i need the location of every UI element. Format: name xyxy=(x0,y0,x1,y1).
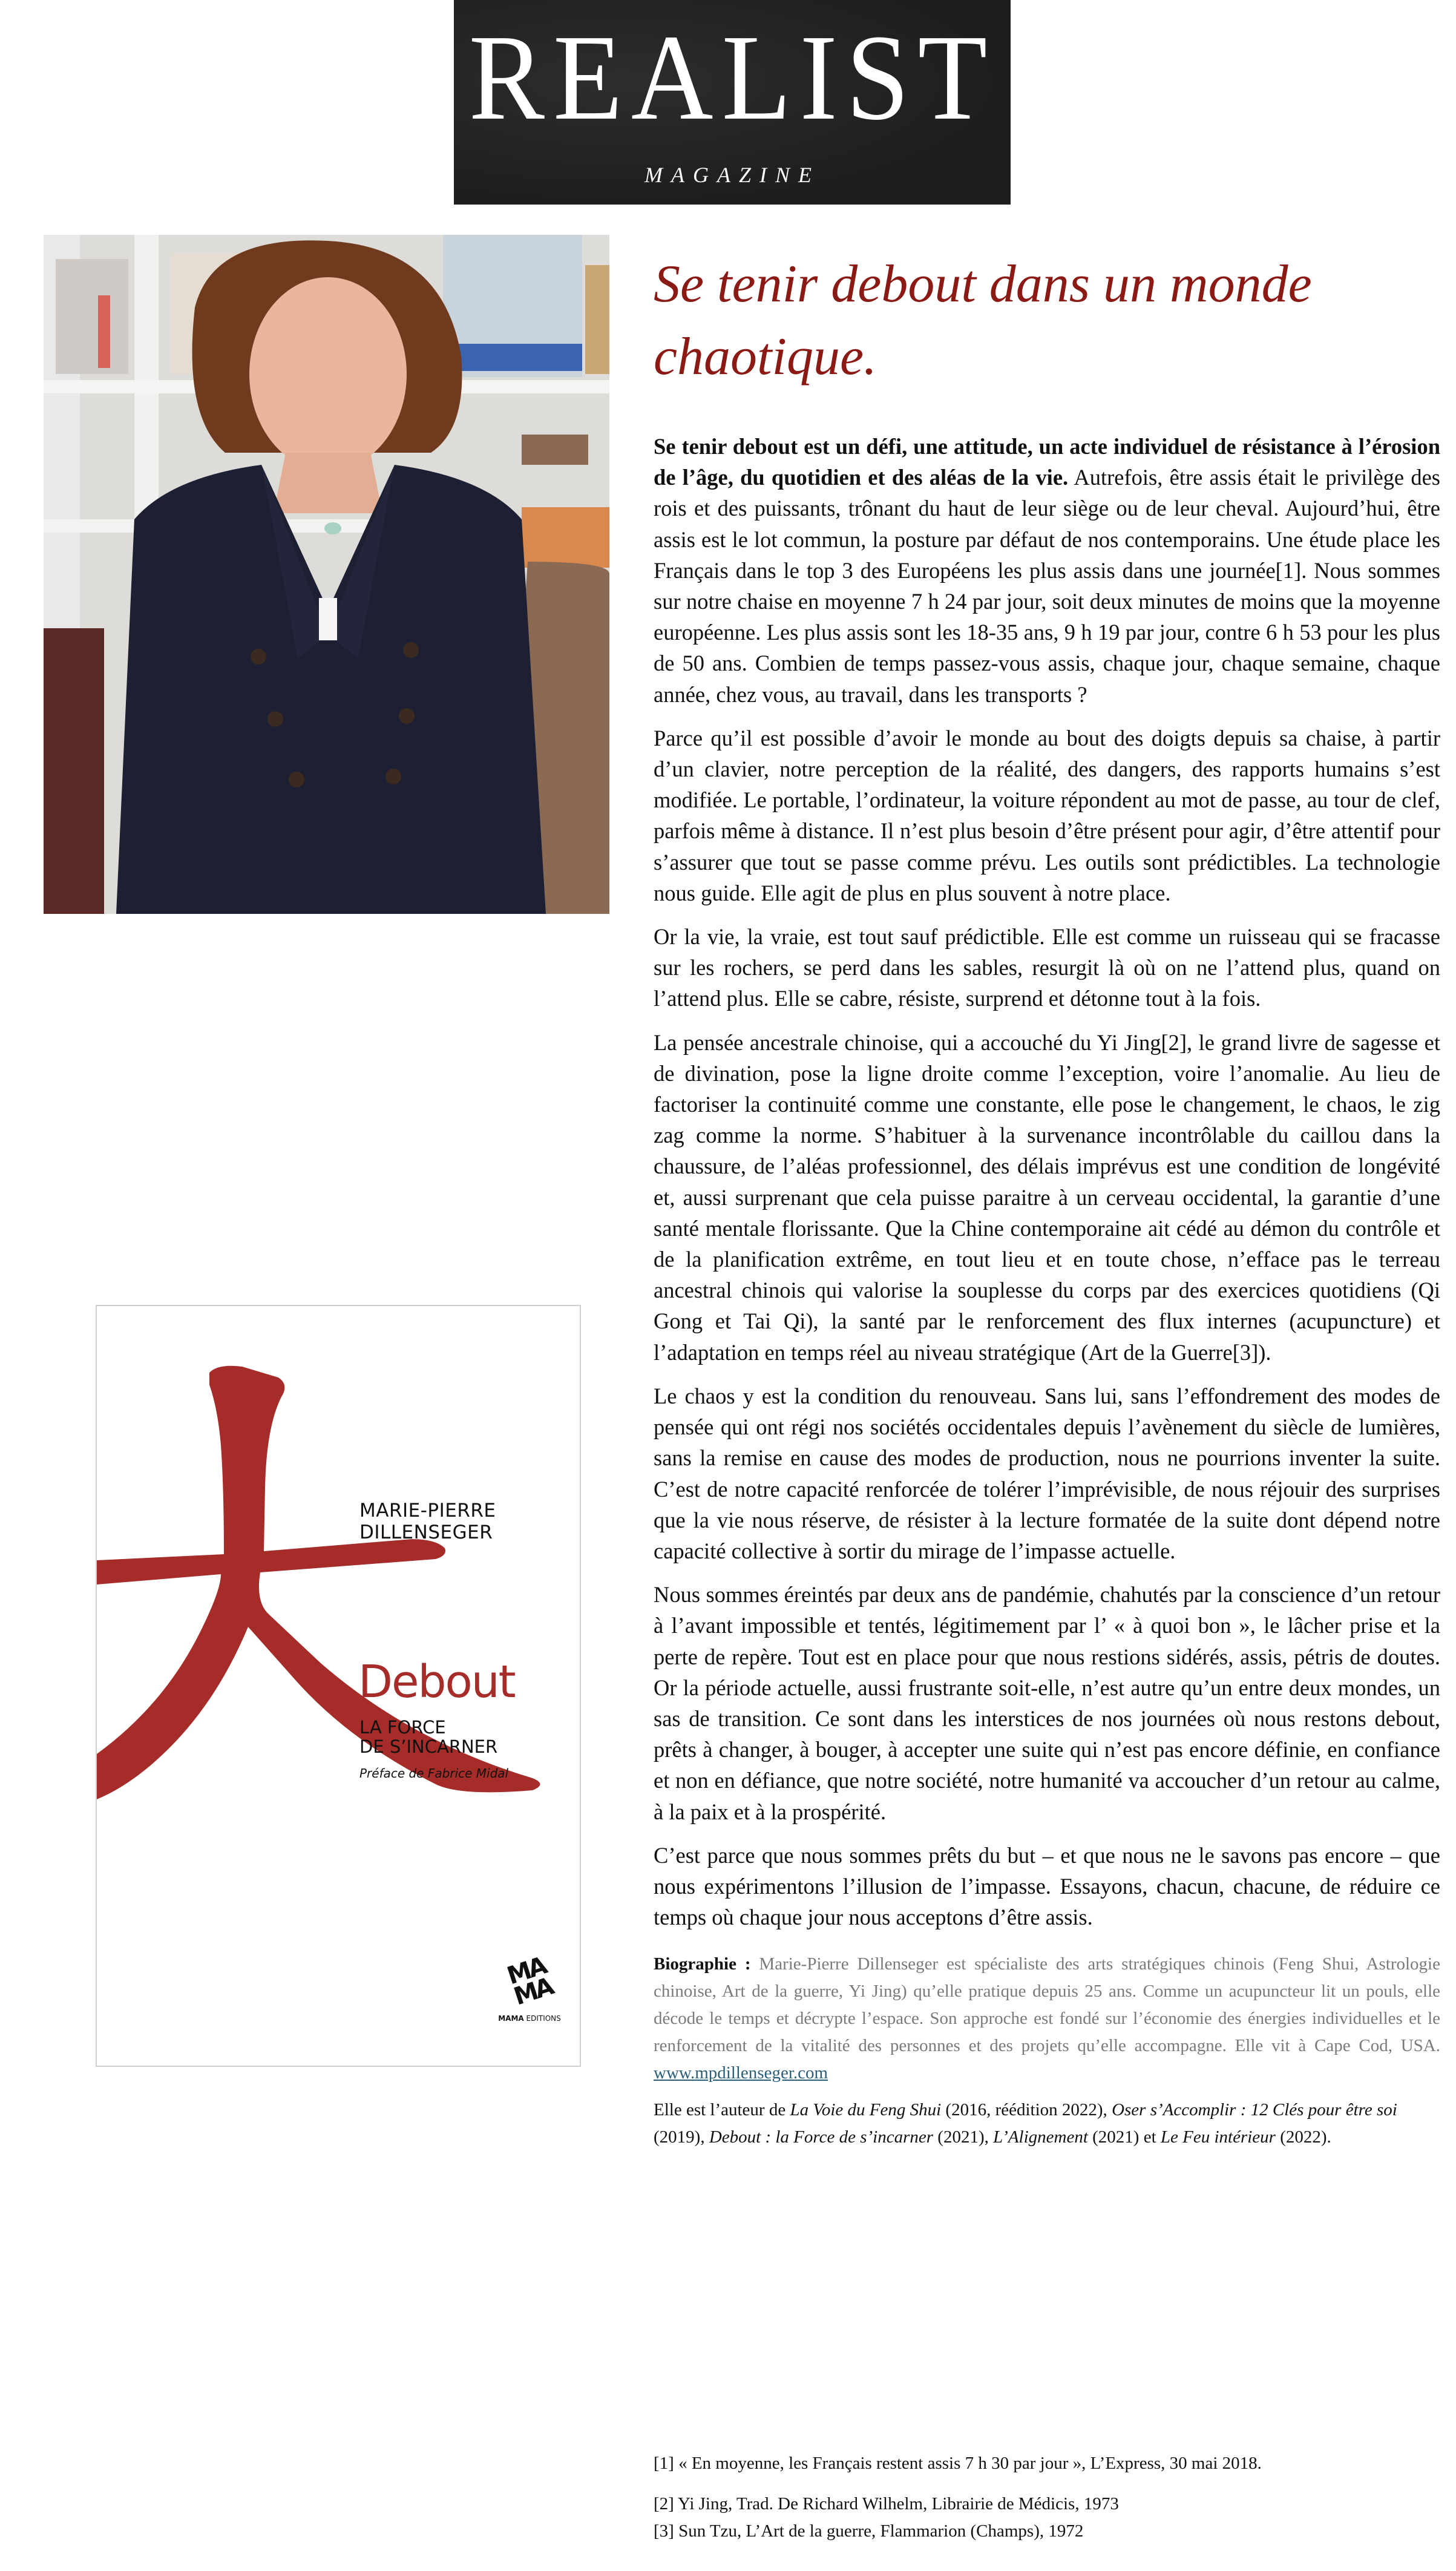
footnotes xyxy=(654,2450,1440,2545)
book-title-3: Debout : la Force de s’incarner xyxy=(709,2127,934,2147)
publisher-name xyxy=(490,2014,569,2023)
book-cover-debout[interactable] xyxy=(96,1305,581,2067)
footnote-3: [3] Sun Tzu, L’Art de la guerre, Flammarion (Champs), 1972 xyxy=(654,2521,1084,2541)
article-paragraph: Le chaos y est la condition du renouveau. Sans lui, sans l’effondrement des modes de pensée qui ont régi nos sociétés occidentales depuis l’avènement du siècle de lumières, sans la remise en cause des modes de production, nous ne pourrions inventer la suite. C’est de notre capacité renforcée de tolérer l’imprévisible, de nous réjouir des surprises que la vie nous réserve, de résister à la lecture formatée de la suite dont dépend notre capacité collective à sortir du mirage de l’impasse actuelle. xyxy=(654,1383,1440,1563)
footnote-1: [1] « En moyenne, les Français restent assis 7 h 30 par jour », L’Express, 30 mai 2018. xyxy=(654,2454,1262,2473)
author-bibliography xyxy=(654,2097,1440,2151)
book-title-2: Oser s’Accomplir : 12 Clés pour être soi xyxy=(1112,2100,1397,2120)
book-title-5: Le Feu intérieur xyxy=(1160,2127,1276,2147)
footnote-2: [2] Yi Jing, Trad. De Richard Wilhelm, Librairie de Médicis, 1973 xyxy=(654,2494,1119,2514)
publisher-name-bold: MAMA xyxy=(498,2014,524,2023)
article-paragraph: La pensée ancestrale chinoise, qui a accouché du Yi Jing[2], le grand livre de sagesse et de divination, pose la ligne droite comme l’exception, voire l’anomalie. Au lieu de factoriser la continuité comme une constante, elle pose le changement, le chaos, le zig zag comme la norme. S’habituer à la survenance incontrôlable du caillou dans la chaussure, de l’aléas professionnel, des délais imprévus est une condition de longévité et, aussi surprenant que cela puisse paraitre à un cerveau occidental, la garantie d’une santé mentale florissante. Que la Chine contemporaine ait cédé au démon du contrôle et de la planification extrême, en tout lieu et en toute chose, n’efface pas le terreau ancestral chinois qui valorise la souplesse du corps par des exercices quotidiens (Qi Gong et Tai Qi), la santé par le renforcement des flux internes (acupuncture) et l’adaptation en temps réel au niveau stratégique (Art de la Guerre[3]). xyxy=(654,1029,1440,1365)
bio-label: Biographie : xyxy=(654,1954,751,1974)
book-subtitle xyxy=(359,1718,497,1756)
article-paragraph: Parce qu’il est possible d’avoir le monde au bout des doigts depuis sa chaise, à partir d’un clavier, notre perception de la réalité, des dangers, des rapports humains s’est modifiée. Le portable, l’ordinateur, la voiture répondent au mot de passe, au tour de clef, parfois même à distance. Il n’est plus besoin d’être présent pour agir, d’être attentif pour s’assurer que tout se passe comme prévu. Les outils sont prédictibles. La technologie nous guide. Elle agit de plus en plus souvent à notre place. xyxy=(654,725,1440,905)
bib-text: (2019), xyxy=(654,2127,709,2147)
author-portrait xyxy=(44,235,609,914)
book-author xyxy=(359,1500,496,1543)
bib-text: (2016, réédition 2022), xyxy=(941,2100,1112,2120)
book-title-4: L’Alignement xyxy=(993,2127,1088,2147)
bib-text: Elle est l’auteur de xyxy=(654,2100,790,2120)
bib-text: (2021) et xyxy=(1087,2127,1161,2147)
article xyxy=(654,248,1440,2151)
publisher-name-rest: EDITIONS xyxy=(523,2014,561,2023)
article-paragraph: Or la vie, la vraie, est tout sauf prédictible. Elle est comme un ruisseau qui se fracasse sur les rochers, se perd dans les sables, resurgit là où on ne l’attend plus, quand on l’attend plus. Elle se cabre, résiste, surprend et détonne tout à la fois. xyxy=(654,924,1440,1011)
article-paragraph: C’est parce que nous sommes prêts du but – et que nous ne le savons pas encore – que nous expérimentons l’illusion de l’impasse. Essayons, chacun, chacune, de réduire ce temps où chaque jour nous acceptons d’être assis. xyxy=(654,1842,1440,1930)
author-biography xyxy=(654,1951,1440,2087)
book-subtitle-line1: LA FORCE xyxy=(359,1717,446,1738)
book-title: Debout xyxy=(358,1656,515,1708)
portrait-image xyxy=(44,235,609,914)
lead-sentence: Se tenir debout est un défi, une attitude, un acte individuel de résistance à l’érosion de l’âge, du quotidien et des aléas de la vie. xyxy=(654,434,1440,490)
publisher-logo xyxy=(490,1952,569,2023)
mama-logo-icon: MA MA xyxy=(503,1952,556,2011)
magazine-subtitle: MAGAZINE xyxy=(644,163,820,187)
article-paragraph xyxy=(654,431,1440,710)
bio-text: Marie-Pierre Dillenseger est spécialiste des arts stratégiques chinois (Feng Shui, Astrologie chinoise, Art de la guerre, Yi Jing) qu’elle pratique depuis 25 ans. Comme un acupuncteur lit un pouls, elle décode le temps et décrypte l’espace. Son approche est fondé sur l’économie des énergies individuelles et le renforcement de la vitalité des personnes et des projets qu’elle accompagne. Elle vit à Cape Cod, USA. xyxy=(654,1954,1440,2056)
magazine-name: REALIST xyxy=(468,8,996,146)
bib-text: (2021), xyxy=(933,2127,994,2147)
masthead-logo[interactable] xyxy=(454,0,1011,205)
article-paragraph: Nous sommes éreintés par deux ans de pandémie, chahutés par la conscience d’un retour à l’avant impossible et tentés, légitimement par l’ « à quoi bon », le lâcher prise et la perte de repère. Tout est en place pour que nous restions sidérés, assis, pétris de doutes. Or la période actuelle, aussi frustrante soit-elle, n’est autre qu’un entre deux mondes, un sas de transition. Ce sont dans les interstices de nos journées où nous restons debout, prêts à changer, à bouger, à accepter une suite qui n’est pas encore définie, en confiance et non en défiance, que notre société, notre humanité va accoucher d’un retour au calme, à la paix et à la prospérité. xyxy=(654,1582,1440,1824)
book-title-1: La Voie du Feng Shui xyxy=(790,2100,942,2120)
book-preface: Préface de Fabrice Midal xyxy=(359,1766,509,1781)
author-website-link[interactable]: www.mpdillenseger.com xyxy=(654,2063,828,2083)
book-author-line2: DILLENSEGER xyxy=(359,1522,493,1543)
paragraph-text: Autrefois, être assis était le privilège des rois et des puissants, trônant du haut de leur siège ou de leur cheval. Aujourd’hui, être assis est le lot commun, la posture par défaut de nos contemporains. Une étude place les Français dans le top 3 des Européens les plus assis dans une journée[1]. Nous sommes sur notre chaise en moyenne 7 h 24 par jour, soit deux minutes de moins que la moyenne européenne. Les plus assis sont les 18-35 ans, 9 h 19 par jour, contre 6 h 53 pour les plus de 50 ans. Combien de temps passez-vous assis, chaque jour, chaque semaine, chaque année, chez vous, au travail, dans les transports ? xyxy=(654,465,1440,707)
article-headline: Se tenir debout dans un monde chaotique. xyxy=(654,255,1312,386)
book-subtitle-line2: DE S’INCARNER xyxy=(359,1736,498,1757)
book-author-line1: MARIE-PIERRE xyxy=(359,1500,496,1522)
bib-text: (2022). xyxy=(1275,2127,1331,2147)
